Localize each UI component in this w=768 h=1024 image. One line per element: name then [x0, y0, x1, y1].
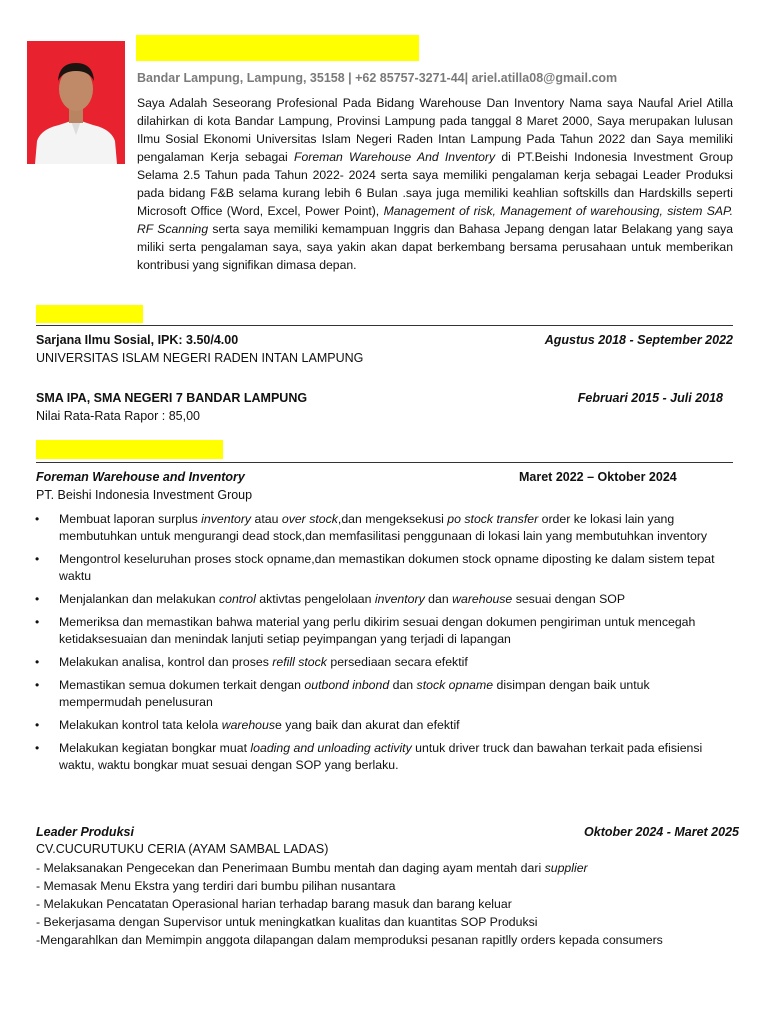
responsibility-item: • Melakukan kontrol tata kelola warehouse yang baik dan akurat dan efektif [35, 718, 460, 732]
bullet-icon: • [35, 615, 40, 629]
education-entry [36, 332, 733, 349]
job-responsibilities [36, 511, 733, 780]
education-date: Agustus 2018 - September 2022 [544, 333, 733, 347]
responsibility-item: • Melakukan kegiatan bongkar muat loading and unloading activity untuk driver truck dan bawahan terkait pada efisiensi waktu, waktu bongkar muat sesuai dengan SOP yang berlaku. [35, 741, 703, 772]
responsibility-item: • Melakukan analisa, kontrol dan proses refill stock persediaan secara efektif [35, 655, 468, 669]
bullet-icon: • [35, 592, 40, 606]
bullet-icon: • [35, 552, 40, 566]
education-school: UNIVERSITAS ISLAM NEGERI RADEN INTAN LAMPUNG [36, 351, 364, 365]
bullet-icon: • [35, 655, 40, 669]
profile-photo [27, 41, 125, 164]
job-company: PT. Beishi Indonesia Investment Group [36, 488, 253, 502]
education-divider [36, 325, 733, 326]
experience-divider [36, 462, 733, 463]
education-entry [36, 390, 733, 407]
contact-line: Bandar Lampung, Lampung, 35158 | +62 85757-3271-44| ariel.atilla08@gmail.com [137, 71, 618, 85]
task-item: - Melaksanakan Pengecekan dan Penerimaan Bumbu mentah dan daging ayam mentah dari supplier [36, 861, 588, 875]
education-heading-highlight [36, 305, 143, 323]
bullet-icon: • [35, 718, 40, 732]
responsibility-item: • Mengontrol keseluruhan proses stock opname,dan memastikan dokumen stock opname diposting ke dalam sistem tepat waktu [35, 552, 715, 583]
bullet-icon: • [35, 678, 40, 692]
job-date: Maret 2022 – Oktober 2024 [519, 470, 677, 484]
bullet-icon: • [35, 512, 40, 526]
job-header [36, 469, 733, 486]
education-degree: SMA IPA, SMA NEGERI 7 BANDAR LAMPUNG [36, 391, 308, 405]
education-school: Nilai Rata-Rata Rapor : 85,00 [36, 409, 200, 423]
job-tasks [36, 859, 663, 949]
name-highlight [136, 35, 419, 61]
task-item: - Memasak Menu Ekstra yang terdiri dari bumbu pilihan nusantara [36, 879, 396, 893]
job-header [36, 824, 739, 841]
responsibility-item: • Memeriksa dan memastikan bahwa material yang perlu dikirim sesuai dengan dokumen pengiriman untuk mencegah ketidaksesuaian dan menindak lanjuti setiap peyimpangan yang terjadi di lapangan [35, 615, 696, 646]
job-company: CV.CUCURUTUKU CERIA (AYAM SAMBAL LADAS) [36, 842, 329, 856]
profile-summary: Saya Adalah Seseorang Profesional Pada Bidang Warehouse Dan Inventory Nama saya Naufal Ariel Atilla dilahirkan di kota Bandar Lampung, Provinsi Lampung pada tanggal 8 Maret 2000, Saya merupakan lulusan Ilmu Sosial Ekonomi Universitas Islam Negeri Raden Intan Lampung Pada Tahun 2022 dan Saya memiliki pengalaman Kerja sebagai Foreman Warehouse And Inventory di PT.Beishi Indonesia Investment Group Selama 2.5 Tahun pada Tahun 2022- 2024 serta saya memiliki pengalaman kerja sebagai Leader Produksi pada bidang F&B selama kurang lebih 6 Bulan .saya juga memiliki keahlian softskills dan Hardskills seperti Microsoft Office (Word, Excel, Power Point), Management of risk, Management of warehousing, sistem SAP. RF Scanning serta saya memiliki kemampuan Inggris dan Bahasa Jepang dengan latar Belakang yang saya miliki serta pengalaman saya, saya yakin akan dapat berkembang bersama perusahaan untuk memberikan kontribusi yang signifikan dimasa depan. [137, 96, 734, 272]
job-title: Leader Produksi [36, 825, 134, 839]
task-item: -Mengarahlkan dan Memimpin anggota dilapangan dalam memproduksi pesanan rapitlly orders kepada consumers [36, 933, 663, 947]
bullet-icon: • [35, 741, 40, 755]
responsibility-item: • Menjalankan dan melakukan control aktivtas pengelolaan inventory dan warehouse sesuai dengan SOP [35, 592, 626, 606]
education-date: Februari 2015 - Juli 2018 [577, 391, 723, 405]
education-degree: Sarjana Ilmu Sosial, IPK: 3.50/4.00 [36, 333, 239, 347]
responsibility-item: • Membuat laporan surplus inventory atau over stock,dan mengeksekusi po stock transfer order ke lokasi lain yang membutuhkan untuk mengurangi dead stock,dan memfasilitasi penggunaan di lokasi lain yang membutuhkan inventory [35, 512, 708, 543]
experience-heading-highlight [36, 440, 223, 459]
job-date: Oktober 2024 - Maret 2025 [584, 825, 739, 839]
responsibility-item: • Memastikan semua dokumen terkait dengan outbond inbond dan stock opname disimpan dengan baik untuk mempermudah penelusuran [35, 678, 650, 709]
job-title: Foreman Warehouse and Inventory [36, 470, 245, 484]
task-item: - Bekerjasama dengan Supervisor untuk meningkatkan kualitas dan kuantitas SOP Produksi [36, 915, 538, 929]
task-item: - Melakukan Pencatatan Operasional harian terhadap barang masuk dan barang keluar [36, 897, 512, 911]
